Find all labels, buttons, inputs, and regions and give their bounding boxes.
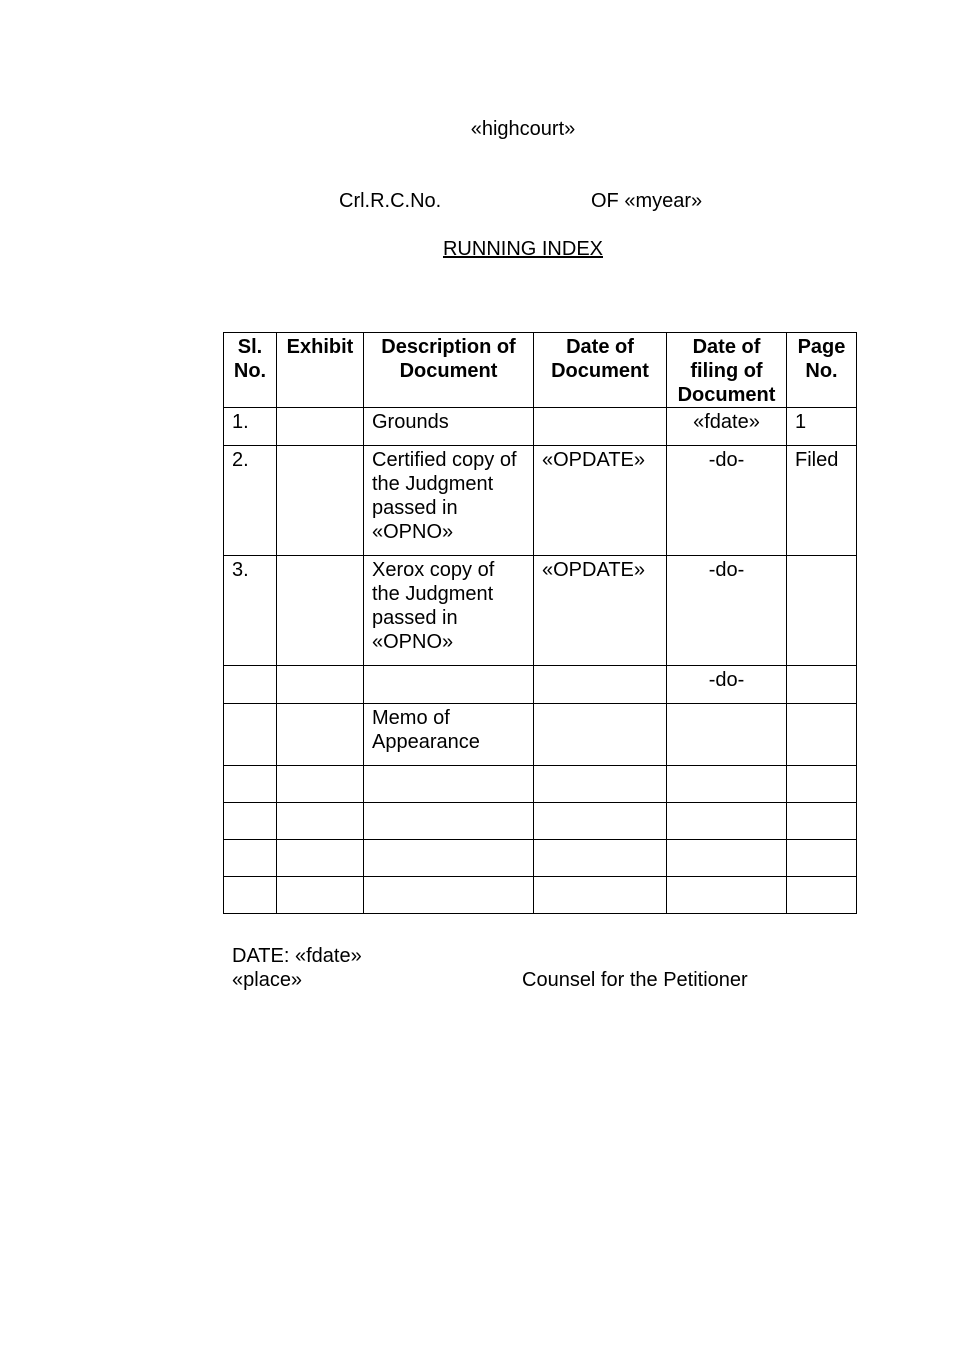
header-description <box>364 333 534 408</box>
header-desc-line1: Description of <box>381 336 516 358</box>
cell-empty <box>364 803 534 840</box>
cell-date <box>534 408 667 446</box>
cell-empty <box>224 840 277 877</box>
desc-line: Grounds <box>372 411 449 433</box>
cell-sl <box>224 704 277 766</box>
table-header-row <box>224 333 857 408</box>
cell-empty <box>364 840 534 877</box>
cell-exhibit <box>277 666 364 704</box>
cell-empty <box>787 766 857 803</box>
cell-empty <box>534 840 667 877</box>
cell-empty <box>277 766 364 803</box>
cell-exhibit <box>277 704 364 766</box>
table-row <box>224 666 857 704</box>
desc-line: Appearance <box>372 731 480 753</box>
cell-description <box>364 446 534 556</box>
cell-page <box>787 704 857 766</box>
cell-filing-date: -do- <box>667 556 787 666</box>
cell-description <box>364 408 534 446</box>
cell-empty <box>277 840 364 877</box>
cell-empty <box>667 766 787 803</box>
cell-empty <box>667 877 787 914</box>
header-filing-line2: filing of <box>690 360 763 382</box>
cell-empty <box>534 803 667 840</box>
table-row-empty <box>224 877 857 914</box>
cell-sl: 2. <box>224 446 277 556</box>
header-page-line1: Page <box>797 336 846 358</box>
cell-description <box>364 666 534 704</box>
cell-exhibit <box>277 556 364 666</box>
cell-empty <box>534 766 667 803</box>
table-row <box>224 556 857 666</box>
header-sl-no <box>224 333 277 408</box>
cell-filing-date <box>667 704 787 766</box>
cell-empty <box>224 766 277 803</box>
header-exhibit <box>277 333 364 408</box>
desc-line: Xerox copy of <box>372 559 495 581</box>
cell-empty <box>277 877 364 914</box>
cell-filing-date: «fdate» <box>667 408 787 446</box>
header-exhibit-label: Exhibit <box>286 336 354 358</box>
cell-exhibit <box>277 408 364 446</box>
header-page-no <box>787 333 857 408</box>
cell-page: 1 <box>787 408 857 446</box>
table-row-empty <box>224 840 857 877</box>
cell-sl: 3. <box>224 556 277 666</box>
header-sl-line2: No. <box>233 360 267 382</box>
filing-date-line: DATE: «fdate» <box>232 945 362 967</box>
table-row-empty <box>224 766 857 803</box>
header-page-line2: No. <box>805 360 838 382</box>
cell-empty <box>224 877 277 914</box>
cell-empty <box>667 840 787 877</box>
table-row <box>224 408 857 446</box>
cell-date: «OPDATE» <box>534 556 667 666</box>
page-title: RUNNING INDEX <box>442 238 603 260</box>
running-index-table <box>223 332 857 914</box>
cell-date: «OPDATE» <box>534 446 667 556</box>
cell-sl: 1. <box>224 408 277 446</box>
desc-line: the Judgment <box>372 473 494 495</box>
cell-description <box>364 556 534 666</box>
case-year-label: OF «myear» <box>591 190 703 212</box>
header-filing-line1: Date of <box>692 336 761 358</box>
header-date-of-filing <box>667 333 787 408</box>
cell-date <box>534 666 667 704</box>
cell-page: Filed <box>787 446 857 556</box>
table-row <box>224 704 857 766</box>
cell-empty <box>787 803 857 840</box>
desc-line: Memo of <box>372 707 450 729</box>
cell-exhibit <box>277 446 364 556</box>
desc-line: Certified copy of <box>372 449 517 471</box>
cell-sl <box>224 666 277 704</box>
place-line: «place» <box>232 969 303 991</box>
cell-page <box>787 666 857 704</box>
desc-line: passed in <box>372 497 458 519</box>
case-number-label: Crl.R.C.No. <box>339 190 442 212</box>
cell-empty <box>787 877 857 914</box>
desc-line: the Judgment <box>372 583 494 605</box>
court-name: «highcourt» <box>470 118 576 140</box>
header-desc-line2: Document <box>399 360 498 382</box>
desc-line: passed in <box>372 607 458 629</box>
cell-empty <box>364 877 534 914</box>
cell-empty <box>364 766 534 803</box>
header-filing-line3: Document <box>677 384 776 406</box>
cell-date <box>534 704 667 766</box>
desc-line: «OPNO» <box>372 631 454 653</box>
header-sl-line1: Sl. <box>237 336 263 358</box>
cell-empty <box>667 803 787 840</box>
desc-line: «OPNO» <box>372 521 454 543</box>
table-row <box>224 446 857 556</box>
cell-empty <box>534 877 667 914</box>
cell-empty <box>787 840 857 877</box>
cell-description <box>364 704 534 766</box>
cell-empty <box>224 803 277 840</box>
header-date-line2: Document <box>551 360 649 382</box>
cell-page <box>787 556 857 666</box>
cell-filing-date: -do- <box>667 446 787 556</box>
header-date-of-document <box>534 333 667 408</box>
cell-filing-date: -do- <box>667 666 787 704</box>
cell-empty <box>277 803 364 840</box>
counsel-signature: Counsel for the Petitioner <box>522 969 748 991</box>
table-row-empty <box>224 803 857 840</box>
header-date-line1: Date of <box>566 336 634 358</box>
